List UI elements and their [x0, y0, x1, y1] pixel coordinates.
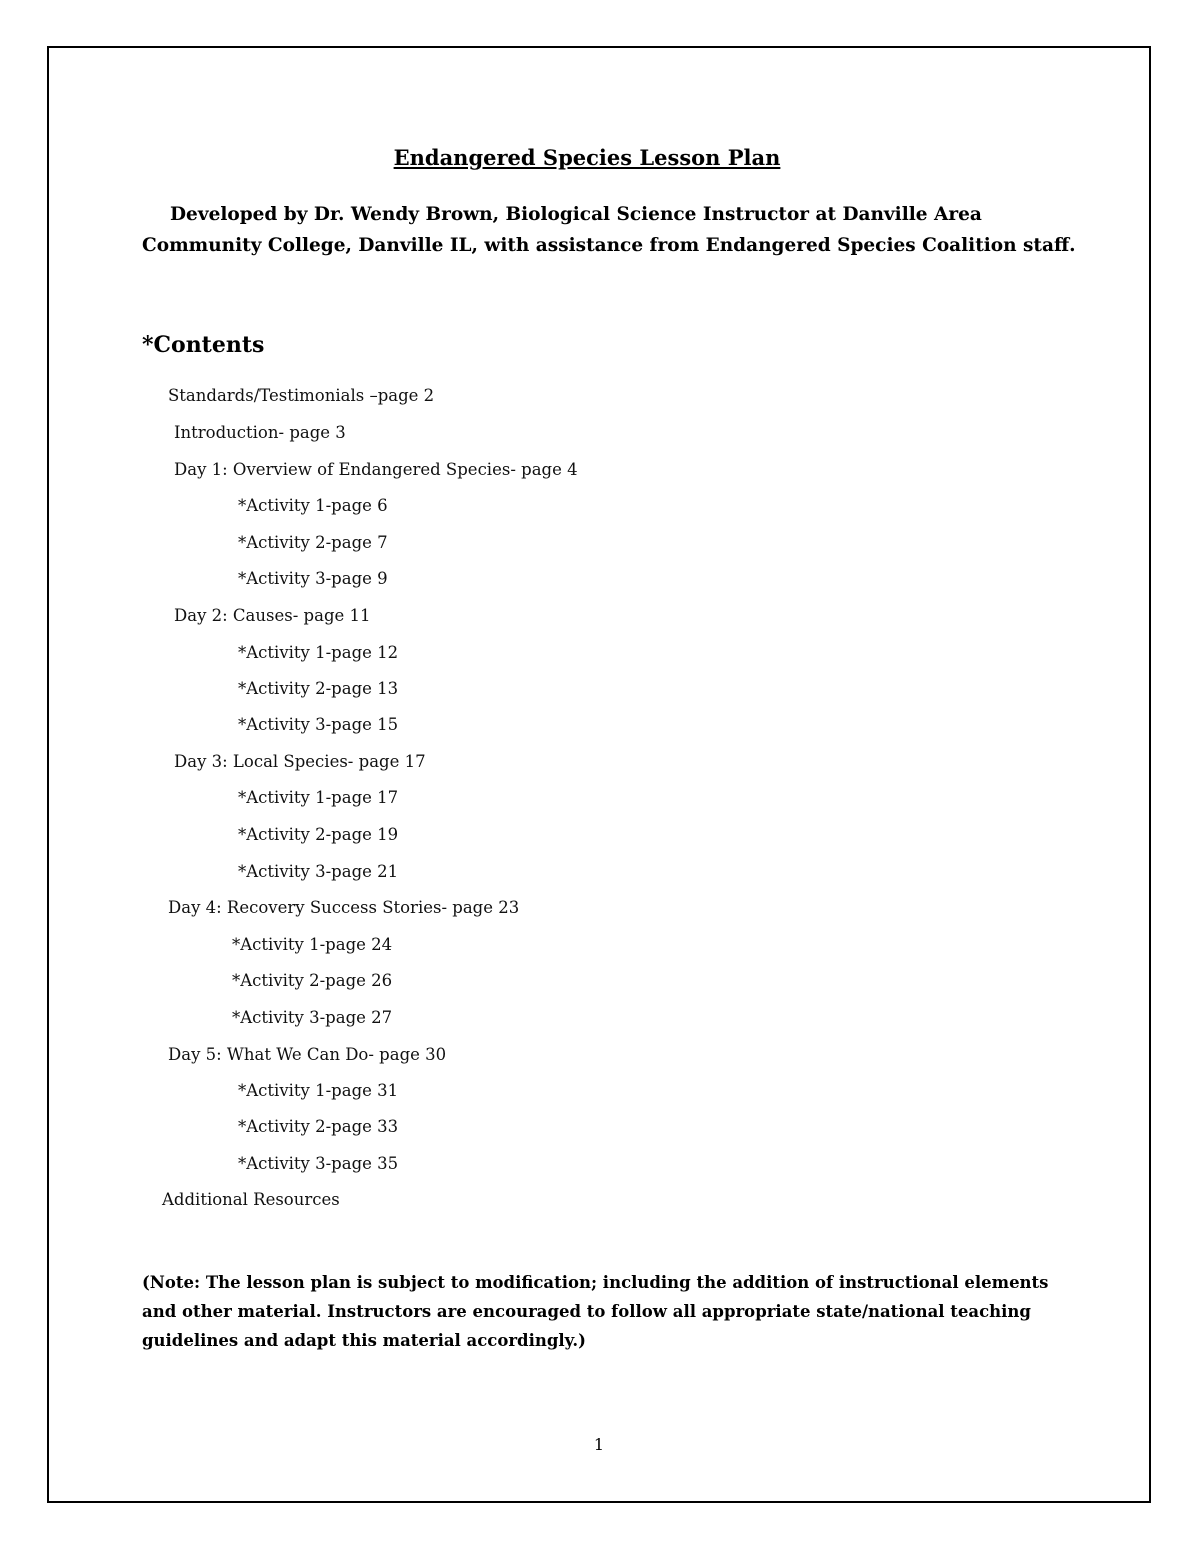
toc-item-day-1-activity-3: *Activity 3-page 9	[238, 569, 388, 588]
toc-item-day-3-activity-2: *Activity 2-page 19	[238, 825, 399, 844]
note-line-3: guidelines and adapt this material accordingly.)	[142, 1331, 586, 1350]
toc-item-day-2: Day 2: Causes- page 11	[174, 606, 371, 625]
toc-item-day-3-activity-3: *Activity 3-page 21	[238, 862, 399, 881]
toc-item-day-3-activity-1: *Activity 1-page 17	[238, 788, 399, 807]
toc-item-day-2-activity-2: *Activity 2-page 13	[238, 679, 399, 698]
toc-item-day-5-activity-2: *Activity 2-page 33	[238, 1117, 399, 1136]
toc-item-day-1-activity-1: *Activity 1-page 6	[238, 496, 388, 515]
contents-heading: *Contents	[142, 332, 265, 358]
note-line-1: (Note: The lesson plan is subject to modification; including the addition of instructional elements	[142, 1273, 1049, 1292]
toc-item-day-4-activity-1: *Activity 1-page 24	[232, 935, 393, 954]
document-title: Endangered Species Lesson Plan	[393, 145, 781, 170]
toc-item-standards: Standards/Testimonials –page 2	[168, 386, 435, 405]
toc-item-day-1-activity-2: *Activity 2-page 7	[238, 533, 388, 552]
toc-item-day-3: Day 3: Local Species- page 17	[174, 752, 426, 771]
toc-item-day-2-activity-3: *Activity 3-page 15	[238, 715, 399, 734]
toc-item-day-4: Day 4: Recovery Success Stories- page 23	[168, 898, 520, 917]
byline-line-1: Developed by Dr. Wendy Brown, Biological Science Instructor at Danville Area	[170, 204, 982, 225]
byline	[142, 199, 1082, 261]
toc-item-day-5-activity-3: *Activity 3-page 35	[238, 1154, 399, 1173]
byline-line-2: Community College, Danville IL, with assistance from Endangered Species Coalition staff.	[142, 235, 1076, 256]
page-number: 1	[593, 1435, 605, 1454]
toc-item-day-4-activity-3: *Activity 3-page 27	[232, 1008, 393, 1027]
toc-item-day-2-activity-1: *Activity 1-page 12	[238, 643, 399, 662]
toc-item-additional-resources: Additional Resources	[162, 1190, 340, 1209]
note-line-2: and other material. Instructors are encouraged to follow all appropriate state/national teaching	[142, 1302, 1031, 1321]
toc-item-day-5-activity-1: *Activity 1-page 31	[238, 1081, 399, 1100]
toc-item-introduction: Introduction- page 3	[174, 423, 346, 442]
toc-item-day-1: Day 1: Overview of Endangered Species- page 4	[174, 460, 578, 479]
toc-item-day-4-activity-2: *Activity 2-page 26	[232, 971, 393, 990]
note-paragraph	[142, 1268, 1062, 1355]
toc-item-day-5: Day 5: What We Can Do- page 30	[168, 1045, 447, 1064]
